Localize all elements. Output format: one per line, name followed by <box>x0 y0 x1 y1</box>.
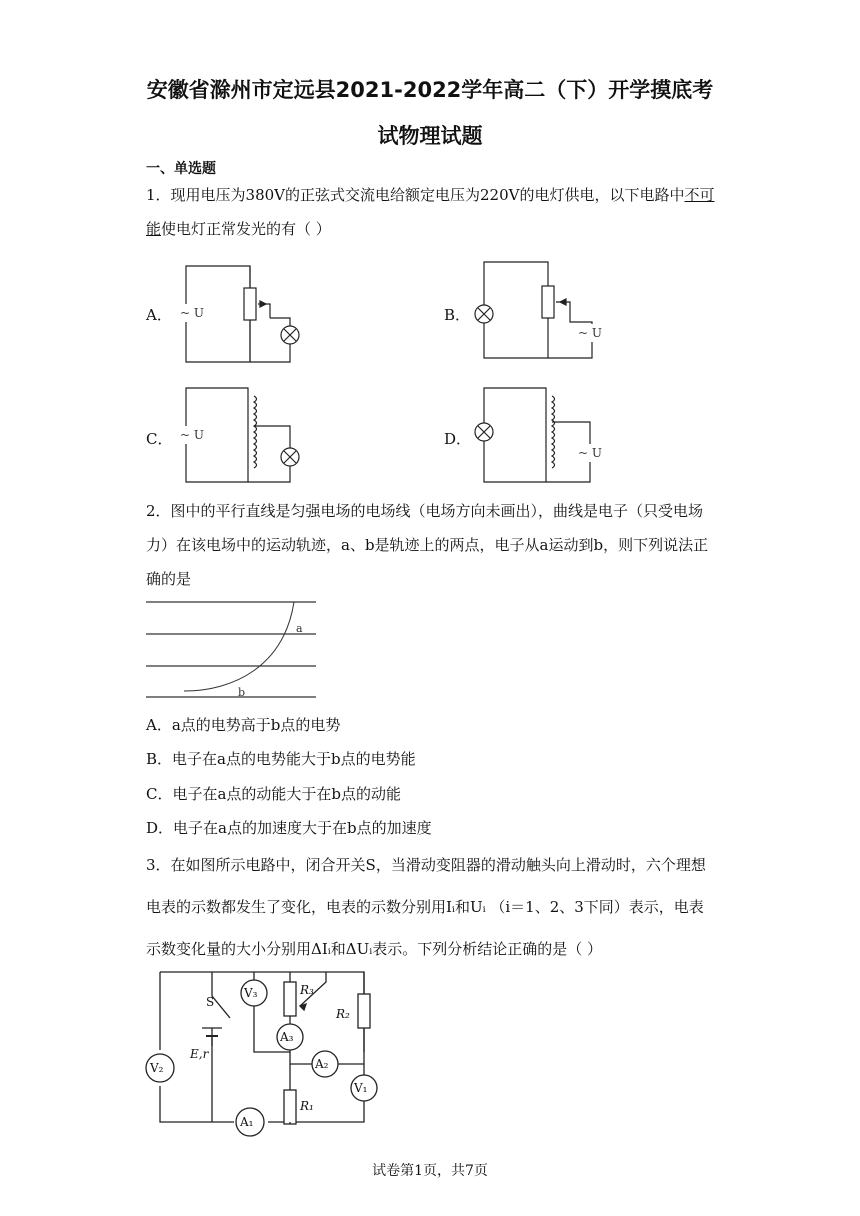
q2-choice-c: C．电子在a点的动能大于在b点的动能 <box>146 785 402 803</box>
r2-label: R₂ <box>336 1007 350 1021</box>
q1-figure-a <box>174 258 314 368</box>
point-b-label: b <box>238 686 246 699</box>
q2-field-figure <box>144 596 320 702</box>
page-title-line2: 试物理试题 <box>377 124 483 148</box>
q1d-source-label: ~ U <box>578 446 602 460</box>
q1-option-b-label: B． <box>444 306 471 324</box>
point-a-label: a <box>296 622 303 635</box>
question-1-text: 1．现用电压为380V的正弦式交流电给额定电压为220V的电灯供电，以下电路中不可能使电灯正常发光的有（ ） <box>146 186 715 238</box>
q1-option-a-label: A． <box>146 306 172 324</box>
q1b-source-label: ~ U <box>578 326 602 340</box>
a1-label: A₁ <box>240 1115 254 1129</box>
q1-figure-b <box>472 258 622 368</box>
a2-label: A₂ <box>315 1057 329 1071</box>
q2-choice-b: B．电子在a点的电势能大于b点的电势能 <box>146 750 416 768</box>
battery-label: E,r <box>190 1047 209 1061</box>
q1-figure-c <box>174 382 314 492</box>
r1-label: R₁ <box>300 1099 314 1113</box>
v1-label: V₁ <box>354 1081 368 1095</box>
v3-label: V₃ <box>244 986 258 1000</box>
v2-label: V₂ <box>150 1061 164 1075</box>
q2-choice-a: A．a点的电势高于b点的电势 <box>146 716 341 734</box>
q1c-source-label: ~ U <box>180 428 204 442</box>
q1-option-d-label: D． <box>444 430 472 448</box>
r3-label: R₃ <box>300 983 314 997</box>
page-footer: 试卷第1页，共7页 <box>372 1163 488 1179</box>
q1a-source-label: ~ U <box>180 306 204 320</box>
switch-label: S <box>206 995 215 1009</box>
q1-option-c-label: C． <box>146 430 173 448</box>
q2-choice-d: D．电子在a点的加速度大于在b点的加速度 <box>146 819 432 837</box>
a3-label: A₃ <box>280 1030 294 1044</box>
underlined-phrase: 不可能 <box>146 186 715 238</box>
section-heading: 一、单选题 <box>146 161 216 177</box>
question-2-text: 2．图中的平行直线是匀强电场的电场线（电场方向未画出），曲线是电子（只受电场力）在该电场中的运动轨迹，a、b是轨迹上的两点，电子从a运动到b，则下列说法正确的是 <box>146 502 709 588</box>
q1-figure-d <box>472 382 622 492</box>
question-3-text: 3．在如图所示电路中，闭合开关S，当滑动变阻器的滑动触头向上滑动时，六个理想电表的示数都发生了变化，电表的示数分别用Iᵢ和Uᵢ （i＝1、2、3下同）表示，电表示数变化量的大小分别用ΔIᵢ和ΔUᵢ表示。下列分析结论正确的是（ ） <box>146 856 706 958</box>
page-title-line1: 安徽省滁州市定远县2021-2022学年高二（下）开学摸底考 <box>146 78 714 102</box>
q3-circuit-figure <box>140 966 390 1146</box>
